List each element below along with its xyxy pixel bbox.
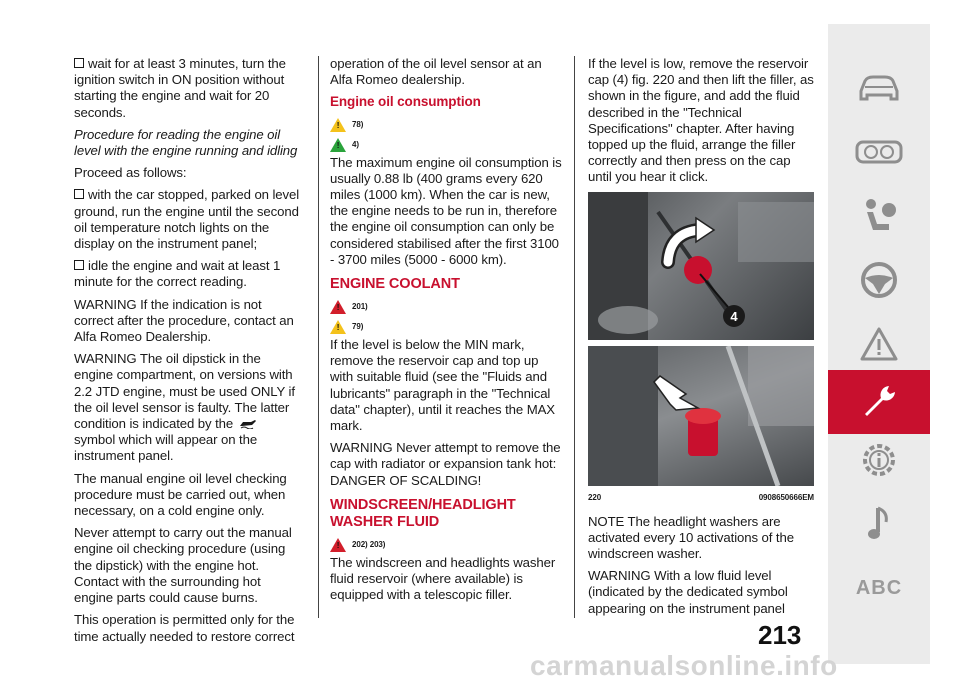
music-note-icon[interactable] [828, 492, 930, 556]
warning-ref-row: ! 79) [330, 317, 562, 337]
paragraph: The maximum engine oil consumption is usually 0.88 lb (400 grams every 620 miles (1000 km). When the car is new, the engine needs to be run in, therefore the engine oil consumption can only be considered stabilised after the first 3100 - 3700 miles (5000 - 6000 km). [330, 154, 562, 267]
column-1 [74, 56, 300, 651]
warning-triangle-icon: ! [330, 118, 346, 132]
index-abc-link[interactable]: ABC [855, 576, 903, 599]
figure-code: 0908650666EM [758, 492, 814, 502]
column-3 [588, 56, 816, 623]
column-divider [574, 56, 575, 618]
warning-ref-row: ! 78) [330, 115, 562, 135]
engine-oil-consumption-heading: Engine oil consumption [330, 94, 481, 110]
engine-bay-photo-bottom [588, 346, 814, 486]
paragraph: WARNING If the indication is not correct after the procedure, contact an Alfa Romeo Dealership. [74, 296, 294, 345]
paragraph: WARNING With a low fluid level (indicated by the dedicated symbol appearing on the instrument panel [588, 568, 788, 616]
page-number: 213 [758, 620, 802, 650]
warning-ref-row: ! 202) 203) [330, 535, 562, 555]
steering-wheel-icon[interactable] [828, 248, 930, 312]
paragraph: The manual engine oil level checking procedure must be carried out, when necessary, on a cold engine only. [74, 470, 287, 519]
paragraph: wait for at least 3 minutes, turn the ignition switch in ON position without starting the engine and wait for 20 seconds. [74, 56, 286, 120]
figure-number: 220 [588, 492, 602, 502]
paragraph: WARNING Never attempt to remove the cap with radiator or expansion tank hot: DANGER OF SCALDING! [330, 440, 561, 488]
engine-bay-photo-top [588, 192, 814, 340]
washer-fluid-heading: WINDSCREEN/HEADLIGHT WASHER FLUID [330, 496, 516, 530]
paragraph: The windscreen and headlights washer fluid reservoir (where available) is equipped with a telescopic filler. [330, 554, 556, 603]
danger-triangle-icon: ! [330, 538, 346, 552]
dashboard-icon[interactable] [828, 120, 930, 184]
column-2 [330, 56, 562, 609]
paragraph: Never attempt to carry out the manual engine oil checking procedure (using the dipstick) with the engine hot. Contact with the surrounding hot engine parts could cause burns. [74, 525, 292, 606]
paragraph: with the car stopped, parked on level ground, run the engine until the second oil temperature notch lights on the display on the instrument panel; [74, 187, 300, 252]
wrench-icon[interactable] [828, 370, 930, 434]
column-divider [318, 56, 319, 618]
chapter-sidebar [828, 24, 930, 664]
paragraph: idle the engine and wait at least 1 minute for the correct reading. [74, 258, 281, 290]
warning-ref-row: ! 201) [330, 297, 562, 317]
checkbox-bullet-icon [74, 58, 84, 68]
car-icon[interactable] [828, 56, 930, 120]
danger-triangle-icon: ! [330, 300, 346, 314]
airbag-seat-icon[interactable] [828, 184, 930, 248]
checkbox-bullet-icon [74, 260, 84, 270]
warning-triangle-icon[interactable] [828, 312, 930, 376]
figure-220 [588, 192, 814, 500]
paragraph: operation of the oil level sensor at an Alfa Romeo dealership. [330, 56, 542, 88]
paragraph: WARNING The oil dipstick in the engine compartment, on versions with 2.2 JTD engine, must be used ONLY if the oil level sensor is faulty. The latter condition is indicated by the symbol which will appear on the instrument panel. [74, 351, 295, 464]
paragraph: If the level is low, remove the reservoir cap (4) fig. 220 and then lift the filler, as shown in the figure, and add the fluid described in the "Technical Specifications" chapter. After having topped up the fluid, arrange the filler correctly and then press on the cap until you hear it click. [588, 56, 814, 185]
paragraph: If the level is below the MIN mark, remove the reservoir cap and top up with suitable fluid (see the "Fluids and lubricants" paragraph in the "Technical data" chapter), until it reaches the MAX mark. [330, 337, 555, 434]
note-ref-row: ! 4) [330, 135, 562, 155]
oil-level-icon [239, 419, 257, 429]
callout-4: 4 [730, 308, 738, 324]
info-gear-icon[interactable] [828, 428, 930, 492]
paragraph: This operation is permitted only for the time actually needed to restore correct [74, 612, 295, 644]
checkbox-bullet-icon [74, 189, 84, 199]
watermark: carmanualsonline.info [530, 650, 838, 681]
paragraph: NOTE The headlight washers are activated every 10 activations of the windscreen washer. [588, 513, 794, 562]
engine-coolant-heading: ENGINE COOLANT [330, 276, 460, 293]
environment-note-icon: ! [330, 138, 346, 152]
warning-triangle-icon: ! [330, 320, 346, 334]
paragraph: Proceed as follows: [74, 165, 187, 181]
procedure-subheading: Procedure for reading the engine oil level with the engine running and idling [74, 126, 298, 159]
